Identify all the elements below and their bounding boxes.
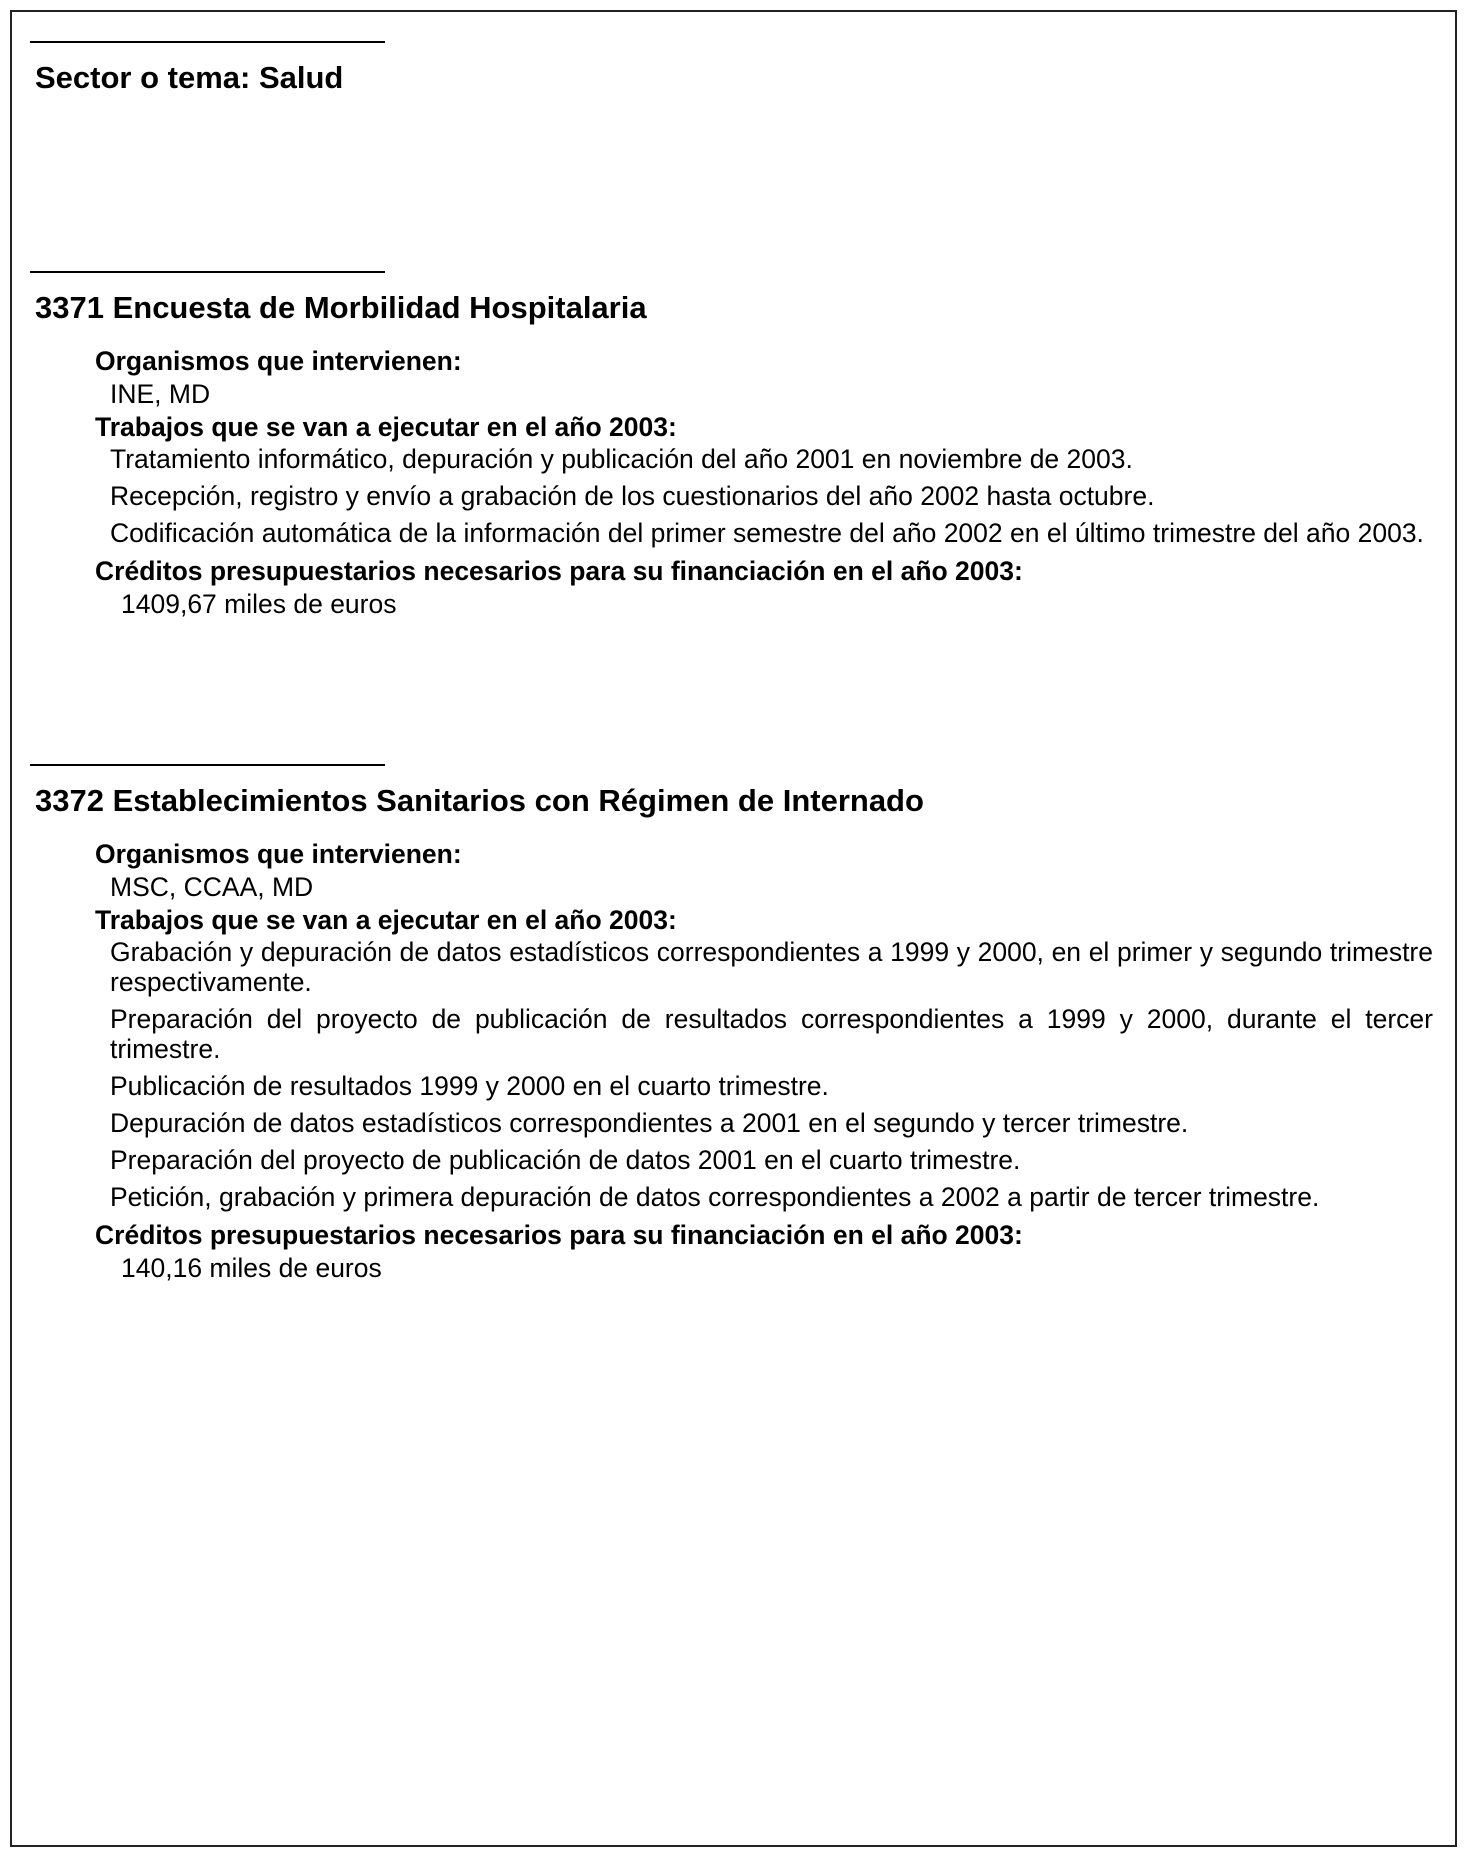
trabajo-item: Publicación de resultados 1999 y 2000 en el cuarto trimestre.: [110, 1071, 829, 1101]
organismos-value: MSC, CCAA, MD: [110, 872, 314, 902]
divider: [30, 764, 385, 766]
trabajos-label: Trabajos que se van a ejecutar en el año 2003:: [95, 905, 677, 935]
trabajo-item: Grabación y depuración de datos estadísticos correspondientes a 1999 y 2000, en el primer y segundo trimestre respectivamente.: [110, 937, 1433, 997]
section-3371-body: [0, 345, 1466, 621]
trabajo-item: Recepción, registro y envío a grabación de los cuestionarios del año 2002 hasta octubre.: [110, 481, 1155, 511]
creditos-label: Créditos presupuestarios necesarios para su financiación en el año 2003:: [95, 556, 1023, 586]
sector-title: Sector o tema: Salud: [35, 60, 344, 95]
trabajo-item: Tratamiento informático, depuración y publicación del año 2001 en noviembre de 2003.: [110, 444, 1133, 474]
organismos-label: Organismos que intervienen:: [95, 346, 462, 376]
trabajo-item: Depuración de datos estadísticos correspondientes a 2001 en el segundo y tercer trimestre.: [110, 1108, 1189, 1138]
organismos-label: Organismos que intervienen:: [95, 839, 462, 869]
creditos-label: Créditos presupuestarios necesarios para su financiación en el año 2003:: [95, 1220, 1023, 1250]
divider: [30, 271, 385, 273]
trabajos-label: Trabajos que se van a ejecutar en el año 2003:: [95, 412, 677, 442]
trabajo-item: Petición, grabación y primera depuración de datos correspondientes a 2002 a partir de tercer trimestre.: [110, 1182, 1320, 1212]
trabajo-item: Codificación automática de la información del primer semestre del año 2002 en el último trimestre del año 2003.: [110, 518, 1424, 548]
trabajo-item: Preparación del proyecto de publicación de resultados correspondientes a 1999 y 2000, durante el tercer trimestre.: [110, 1004, 1433, 1064]
section-3372-body: [0, 838, 1466, 1285]
creditos-value: 140,16 miles de euros: [121, 1253, 382, 1283]
creditos-value: 1409,67 miles de euros: [121, 589, 397, 619]
trabajo-item: Preparación del proyecto de publicación de datos 2001 en el cuarto trimestre.: [110, 1145, 1021, 1175]
divider: [30, 41, 385, 43]
section-title: 3372 Establecimientos Sanitarios con Régimen de Internado: [35, 783, 924, 818]
section-title: 3371 Encuesta de Morbilidad Hospitalaria: [35, 290, 647, 325]
organismos-value: INE, MD: [110, 379, 211, 409]
